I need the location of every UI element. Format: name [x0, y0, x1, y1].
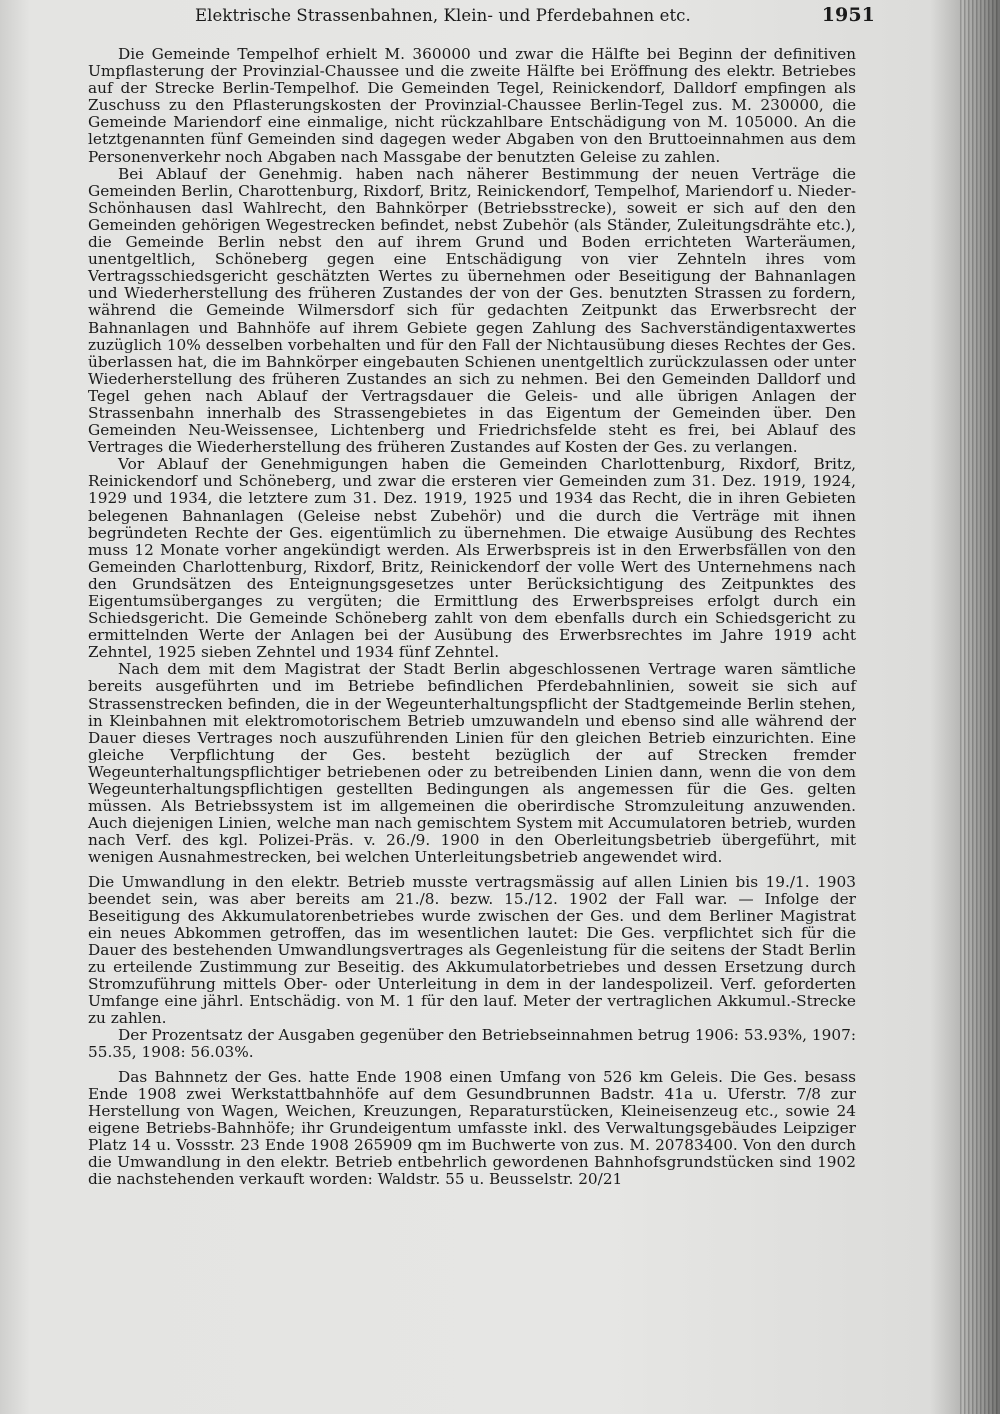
page-header	[195, 6, 875, 30]
paragraph-tempelhof-payment: Die Gemeinde Tempelhof erhielt M. 360000 und zwar die Hälfte bei Beginn der definitiven Umpflasterung der Provinzial-Chaussee und die zweite Hälfte bei Eröffnung des elektr. Betriebes auf der Strecke Berlin-Tempelhof. Die Gemeinden Tegel, Reinickendorf, Dalldorf empfingen als Zuschuss zu den Pflasterungskosten der Provinzial-Chaussee Berlin-Tegel zus. M. 230000, die Gemeinde Mariendorf eine einmalige, nicht rückzahlbare Entschädigung von M. 105000. An die letztgenannten fünf Gemeinden sind dagegen weder Abgaben von den Bruttoeinnahmen aus dem Personenverkehr noch Abgaben nach Massgabe der benutzten Geleise zu zahlen.	[88, 45, 856, 166]
page-edge-shadow	[960, 0, 1000, 1414]
body-text	[88, 46, 856, 1188]
paragraph-expiry-rights: Bei Ablauf der Genehmig. haben nach näherer Bestimmung der neuen Verträge die Gemeinden Berlin, Charottenburg, Rixdorf, Britz, Reinickendorf, Tempelhof, Mariendorf u. Nieder-Schönhausen dasl Wahlrecht, den Bahnkörper (Betriebsstrecke), soweit er sich auf den den Gemeinden gehörigen Wegestrecken befindet, nebst Zubehör (als Ständer, Zuleitungsdrähte etc.), die Gemeinde Berlin nebst den auf ihrem Grund und Boden errichteten Warteräumen, unentgeltlich, Schöneberg gegen eine Entschädigung von vier Zehnteln ihres vom Vertragsschiedsgericht geschätzten Wertes zu übernehmen oder Beseitigung der Bahnanlagen und Wiederherstellung des früheren Zustandes der von der Ges. benutzten Strassen zu fordern, während die Gemeinde Wilmersdorf sich für gedachten Zeitpunkt das Erwerbsrecht der Bahnanlagen und Bahnhöfe auf ihrem Gebiete gegen Zahlung des Sachverständigentaxwertes zuzüglich 10% desselben vorbehalten und für den Fall der Nichtausübung dieses Rechtes der Ges. überlassen hat, die im Bahnkörper eingebauten Schienen unentgeltlich zurückzulassen oder unter Wiederherstellung des früheren Zustandes an sich zu nehmen. Bei den Gemeinden Dalldorf und Tegel gehen nach Ablauf der Vertragsdauer die Geleis- und alle übrigen Anlagen der Strassenbahn innerhalb des Strassengebietes in das Eigentum der Gemeinden über. Den Gemeinden Neu-Weissensee, Lichtenberg und Friedrichsfelde steht es frei, bei Ablauf des Vertrages die Wiederherstellung des früheren Zustandes auf Kosten der Ges. zu verlangen.	[88, 164, 856, 457]
running-title: Elektrische Strassenbahnen, Klein- und Pferdebahnen etc.	[195, 6, 691, 25]
paragraph-conversion: Die Umwandlung in den elektr. Betrieb musste vertragsmässig auf allen Linien bis 19./1. 1903 beendet sein, was aber bereits am 21./8. bezw. 15./12. 1902 der Fall war. — Infolge der Beseitigung des Akkumulatorenbetriebes wurde zwischen der Ges. und dem Berliner Magistrat ein neues Abkommen getroffen, das im wesentlichen lautet: Die Ges. verpflichtet sich für die Dauer des bestehenden Umwandlungsvertrages als Gegenleistung für die seitens der Stadt Berlin zu erteilende Zustimmung zur Beseitig. des Akkumulatorbetriebes und dessen Ersetzung durch Stromzuführung mittels Ober- oder Unterleitung in dem in der landespolizeil. Verf. geforderten Umfange eine jährl. Entschädig. von M. 1 für den lauf. Meter der vertraglichen Akkumul.-Strecke zu zahlen.	[88, 872, 856, 1028]
paragraph-expense-ratio: Der Prozentsatz der Ausgaben gegenüber den Betriebseinnahmen betrug 1906: 53.93%, 1907: 55.35, 1908: 56.03%.	[88, 1026, 856, 1062]
paragraph-berlin-contract: Nach dem mit dem Magistrat der Stadt Berlin abgeschlossenen Vertrage waren sämtliche bereits ausgeführten und im Betriebe befindlichen Pferdebahnlinien, soweit sie sich auf Strassenstrecken befinden, die in der Wegeunterhaltungspflicht der Stadtgemeinde Berlin stehen, in Kleinbahnen mit elektromotorischem Betrieb umzuwandeln und ebenso sind alle während der Dauer dieses Vertrages noch auszuführenden Linien für den gleichen Betrieb einzurichten. Eine gleiche Verpflichtung der Ges. besteht bezüglich der auf Strecken fremder Wegeunterhaltungspflichtiger betriebenen oder zu betreibenden Linien dann, wenn die von dem Wegeunterhaltungspflichtigen gestellten Bedingungen als angemessen für die Ges. gelten müssen. Als Betriebssystem ist im allgemeinen die oberirdische Stromzuleitung anzuwenden. Auch diejenigen Linien, welche man nach gemischtem System mit Accumulatoren betrieb, wurden nach Verf. des kgl. Polizei-Präs. v. 26./9. 1900 in den Oberleitungsbetrieb übergeführt, mit wenigen Ausnahmestrecken, bei welchen Unterleitungsbetrieb angewendet wird.	[88, 660, 856, 867]
paragraph-purchase-rights: Vor Ablauf der Genehmigungen haben die Gemeinden Charlottenburg, Rixdorf, Britz, Reinickendorf und Schöneberg, und zwar die ersteren vier Gemeinden zum 31. Dez. 1919, 1924, 1929 und 1934, die letztere zum 31. Dez. 1919, 1925 und 1934 das Recht, die in ihren Gebieten belegenen Bahnanlagen (Geleise nebst Zubehör) und die durch die Verträge mit ihnen begründeten Rechte der Ges. eigentümlich zu übernehmen. Die etwaige Ausübung des Rechtes muss 12 Monate vorher angekündigt werden. Als Erwerbspreis ist in den Erwerbsfällen von den Gemeinden Charlottenburg, Rixdorf, Britz, Reinickendorf der volle Wert des Unternehmens nach den Grundsätzen des Enteignungsgesetzes unter Berücksichtigung des Zeitpunktes des Eigentumsüberganges zu vergüten; die Ermittlung des Erwerbspreises erfolgt durch ein Schiedsgericht. Die Gemeinde Schöneberg zahlt von dem ebenfalls durch ein Schiedsgericht zu ermittelnden Werte der Anlagen bei der Ausübung des Erwerbsrechtes im Jahre 1919 acht Zehntel, 1925 sieben Zehntel und 1934 fünf Zehntel.	[88, 455, 856, 662]
paragraph-network: Das Bahnnetz der Ges. hatte Ende 1908 einen Umfang von 526 km Geleis. Die Ges. besass Ende 1908 zwei Werkstattbahnhöfe auf dem Gesundbrunnen Badstr. 41a u. Uferstr. 7/8 zur Herstellung von Wagen, Weichen, Kreuzungen, Reparaturstücken, Kleineisenzeug etc., sowie 24 eigene Betriebs-Bahnhöfe; ihr Grundeigentum umfasste inkl. des Verwaltungsgebäudes Leipziger Platz 14 u. Vossstr. 23 Ende 1908 265909 qm im Buchwerte von zus. M. 20783400. Von den durch die Umwandlung in den elektr. Betrieb entbehrlich gewordenen Bahnhofsgrundstücken sind 1902 die nachstehenden verkauft worden: Waldstr. 55 u. Beusselstr. 20/21	[88, 1067, 856, 1189]
page-number: 1951	[821, 4, 875, 26]
